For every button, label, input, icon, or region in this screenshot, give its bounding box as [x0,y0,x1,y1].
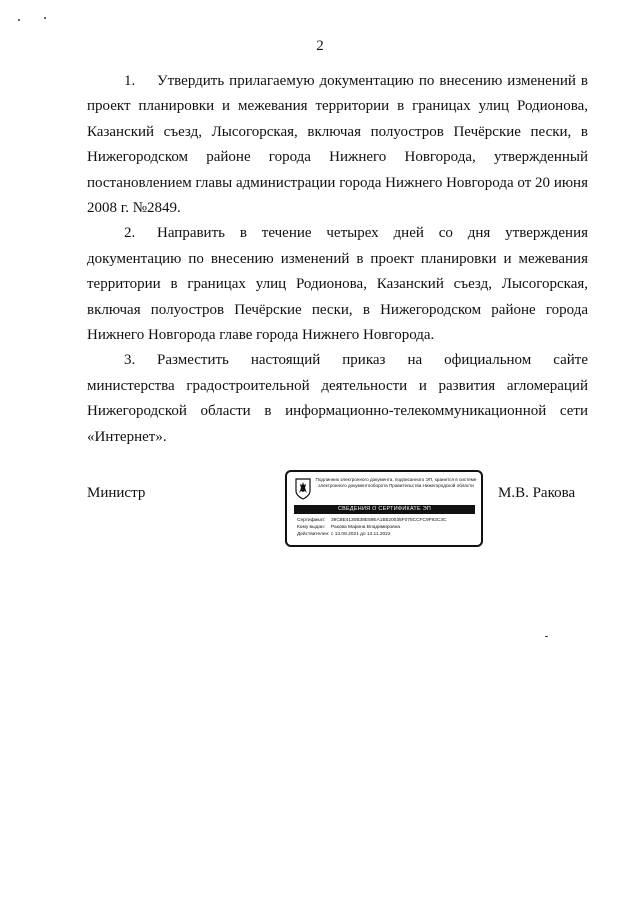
deer-coat-of-arms-icon [295,478,311,500]
stamp-header: Подлинник электронного документа, подписанного ЭП, хранится в системе электронного документооборота Правительства Нижегородской области [315,477,477,488]
scan-speck [545,636,548,637]
stamp-issued-to-value: Ракова Марина Владимировна [331,525,401,530]
stamp-certificate-value: 39C8E4130B38E59EA1B520035F075CCFC9F92C3C [331,518,447,523]
paragraph-number: 2. [124,225,136,242]
paragraph-3 [87,348,588,450]
document-body [87,69,588,450]
stamp-valid-line [297,532,391,538]
stamp-valid-label: Действителен: [297,532,330,537]
paragraph-text: Направить в течение четырех дней со дня утверждения документацию по внесению изменений в проект планировки и межевания территории в границах улиц Родионова, Казанский съезд, Лысогорская, включая полуостров Печёрские пески, в Нижегородском районе города Нижнего Новгорода главе города Нижнего Новгорода. [87,225,588,344]
stamp-valid-value: с 13.08.2021 до 13.11.2022 [331,532,391,537]
page-number: 2 [316,38,324,54]
paragraph-number: 1. [124,73,136,89]
paragraph-text: Разместить настоящий приказ на официальном сайте министерства градостроительной деятельности и развития агломераций Нижегородской области в информационно-телекоммуникационной сети «Интернет». [87,352,588,445]
signatory-name: М.В. Ракова [498,485,576,501]
signatory-title: Министр [87,485,146,501]
paragraph-number: 3. [124,352,136,369]
paragraph-1 [87,69,588,221]
stamp-certificate-bar: СВЕДЕНИЯ О СЕРТИФИКАТЕ ЭП [294,505,475,514]
stamp-certificate-label: Сертификат: [297,518,326,523]
paragraph-text: Утвердить прилагаемую документацию по внесению изменений в проект планировки и межевания территории в границах улиц Родионова, Казанский съезд, Лысогорская, включая полуостров Печёрские пески, в Нижегородском районе города Нижнего Новгорода, утвержденный постановлением главы администрации города Нижнего Новгорода от 20 июня 2008 г. №2849. [87,73,588,217]
stamp-issued-to-label: Кому выдан: [297,525,325,530]
paragraph-2 [87,221,588,348]
stamp-certificate-line [297,518,446,524]
electronic-signature-stamp [285,470,483,547]
stamp-issued-to-line [297,525,400,531]
scan-speck [44,17,46,19]
scan-speck [18,19,20,21]
